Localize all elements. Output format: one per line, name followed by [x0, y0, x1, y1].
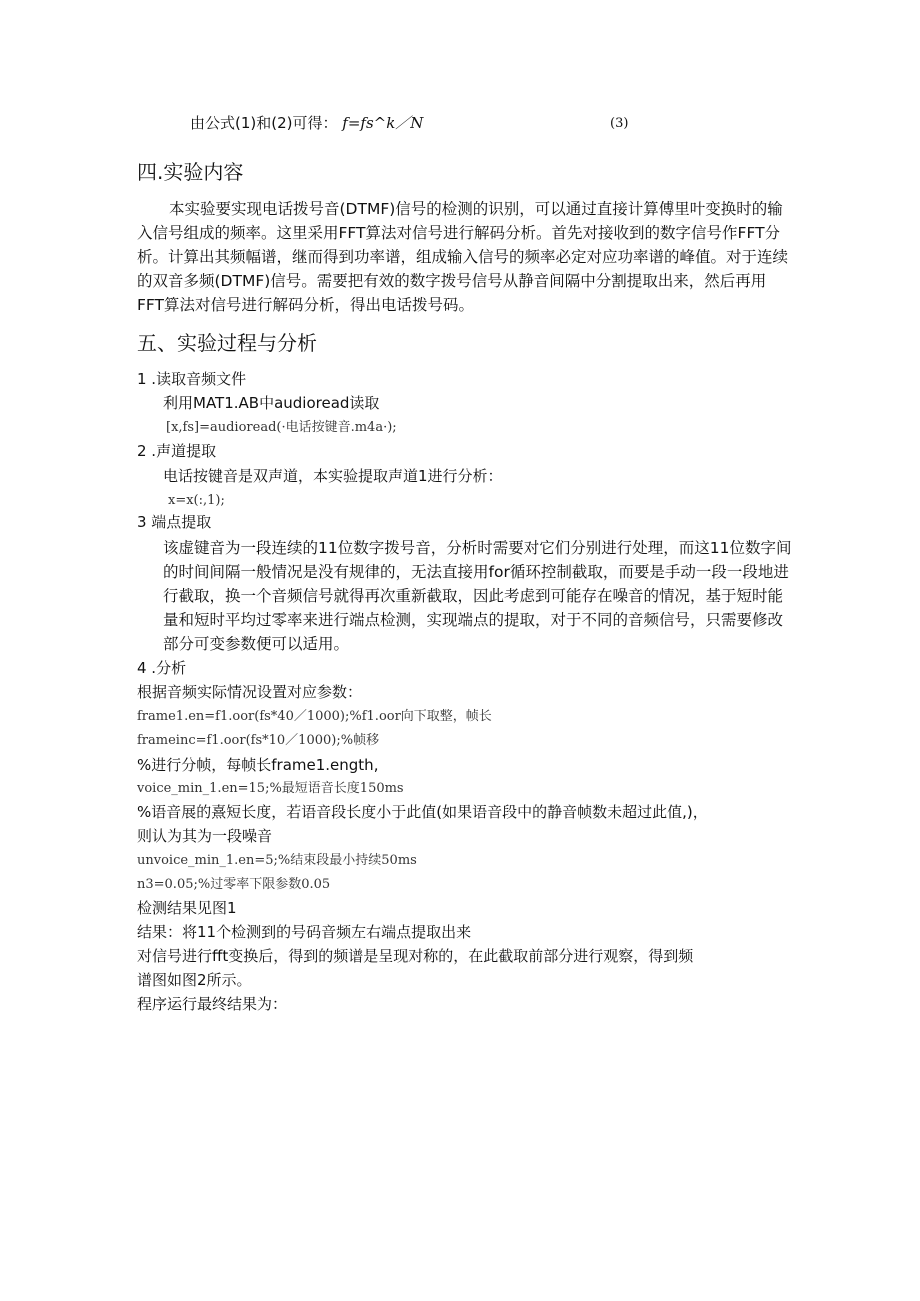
analysis-code-line: frameinc=f1.oor(fs*10／1000);%帧移: [137, 733, 380, 748]
step-3-paragraph: [163, 536, 793, 656]
step-2-code: x=x(:,1);: [168, 493, 225, 508]
analysis-code-line: unvoice_min_1.en=5;%结束段最小持续50ms: [137, 853, 417, 868]
analysis-code-line: n3=0.05;%过零率下限参数0.05: [137, 877, 331, 892]
section-4-paragraph: [137, 197, 793, 317]
analysis-line: %语音展的熹短长度，若语音段长度小于此值(如果语音段中的静音帧数未超过此值,)，: [137, 803, 708, 821]
step-2-title: 2 .声道提取: [137, 442, 217, 460]
analysis-line: 结果：将11个检测到的号码音频左右端点提取出来: [137, 923, 472, 941]
analysis-line: 检测结果见图1: [137, 899, 237, 917]
section-4-paragraph-text: 本实验要实现电话拨号音(DTMF)信号的检测的识别，可以通过直接计算傅里叶变换时的输入信号组成的频率。这里采用FFT算法对信号进行解码分析。首先对接收到的数字信号作FFT分析。计算出其频幅谱，继而得到功率谱，组成输入信号的频率必定对应功率谱的峰值。对于连续的双音多频(DTMF)信号。需要把有效的数字拨号信号从静音间隔中分割提取出来，然后再用FFT算法对信号进行解码分析，得出电话拨号码。: [137, 200, 789, 314]
formula-line: [190, 113, 423, 133]
analysis-line: 程序运行最终结果为：: [137, 995, 288, 1013]
analysis-code-line: frame1.en=f1.oor(fs*40／1000);%f1.oor向下取整，帧长: [137, 709, 492, 724]
step-3-paragraph-text: 该虚键音为一段连续的11位数字拨号音，分析时需要对它们分别进行处理，而这11位数字间的时间间隔一般情况是没有规律的，无法直接用for循环控制截取，而要是手动一段一段地进行截取，换一个音频信号就得再次重新截取，因此考虑到可能存在噪音的情况，基于短时能量和短时平均过零率来进行端点检测，实现端点的提取，对于不同的音频信号，只需要修改部分可变参数便可以适用。: [163, 539, 792, 653]
step-1-text: 利用MAT1.AB中audioread读取: [163, 394, 380, 412]
step-1-code: [x,fs]=audioread(·电话按键音.m4a·);: [166, 420, 397, 435]
analysis-line: 则认为其为一段噪音: [137, 827, 273, 845]
analysis-line: 根据音频实际情况设置对应参数：: [137, 683, 363, 701]
section-5-heading: 五、实验过程与分析: [137, 331, 317, 355]
section-4-heading: 四.实验内容: [137, 160, 244, 184]
formula-expression: f=fs^k／N: [342, 114, 424, 132]
step-2-text: 电话按键音是双声道，本实验提取声道1进行分析：: [163, 467, 503, 485]
analysis-line: 对信号进行fft变换后，得到的频谱是呈现对称的，在此截取前部分进行观察，得到频: [137, 947, 694, 965]
formula-prefix: 由公式(1)和(2)可得：: [190, 114, 338, 132]
step-1-title: 1 .读取音频文件: [137, 370, 247, 388]
equation-number: (3): [610, 116, 629, 131]
analysis-code-line: voice_min_1.en=15;%最短语音长度150ms: [137, 781, 404, 796]
analysis-line: %进行分帧，每帧长frame1.ength,: [137, 756, 379, 774]
step-3-title: 3 端点提取: [137, 513, 212, 531]
step-4-title: 4 .分析: [137, 659, 187, 677]
analysis-line: 谱图如图2所示。: [137, 971, 252, 989]
